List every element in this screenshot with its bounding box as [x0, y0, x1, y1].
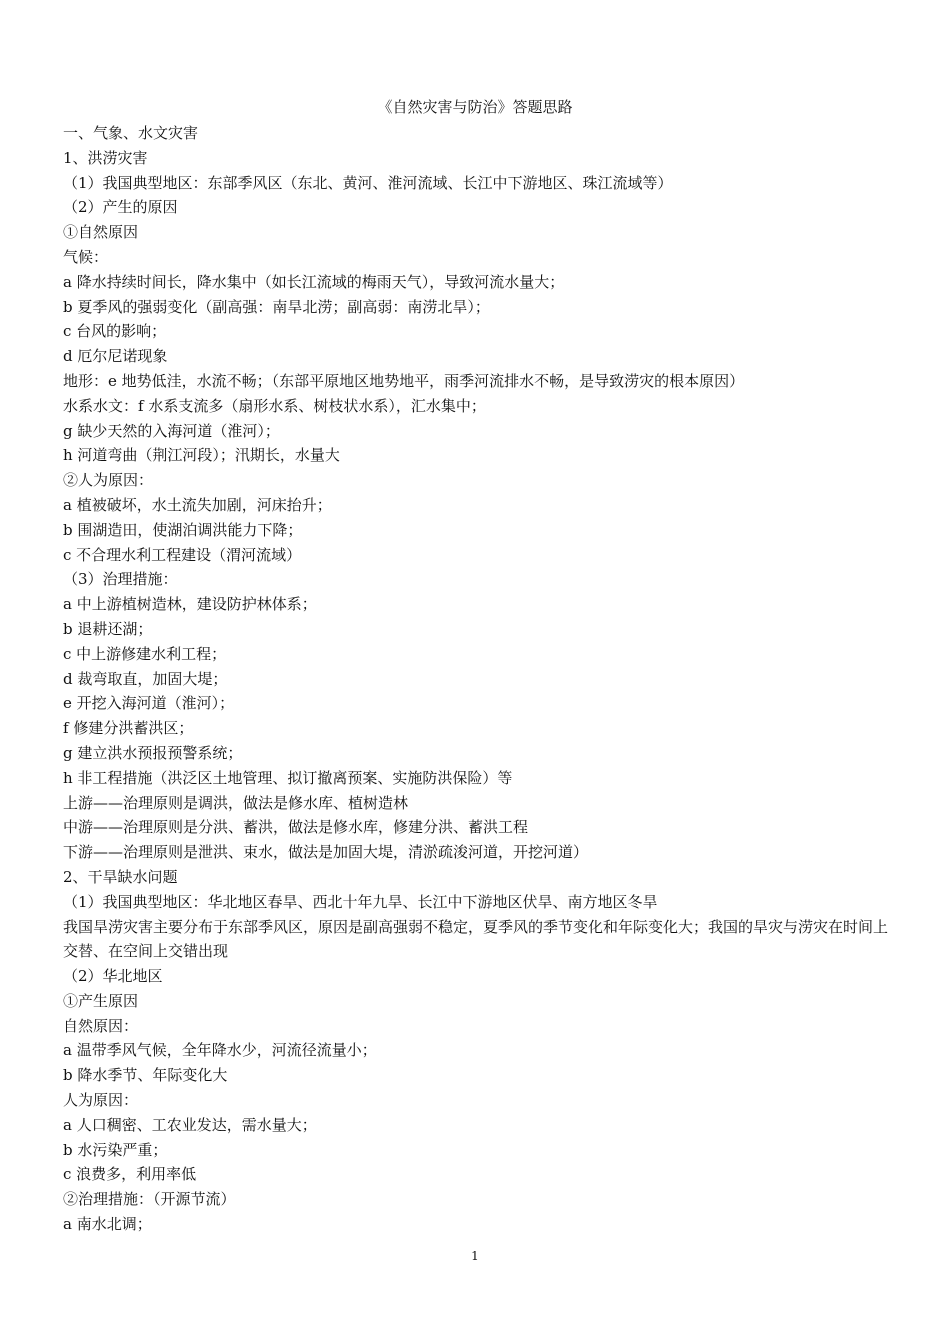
text-line: 气候：	[63, 247, 109, 266]
text-line: h 非工程措施（洪泛区土地管理、拟订撤离预案、实施防洪保险）等	[63, 768, 513, 787]
subsection-heading-flood: 1、洪涝灾害	[63, 148, 148, 167]
text-line: b 降水季节、年际变化大	[63, 1066, 228, 1085]
text-line: 上游——治理原则是调洪，做法是修水库、植树造林	[63, 793, 409, 812]
text-line: ①自然原因	[63, 223, 139, 242]
document-title: 《自然灾害与防治》答题思路	[377, 98, 573, 116]
text-line: a 植被破坏，水土流失加剧，河床抬升；	[63, 495, 332, 514]
text-line: b 水污染严重；	[63, 1140, 168, 1159]
section-heading-meteorological-hydrological: 一、气象、水文灾害	[63, 124, 199, 142]
text-line: b 围湖造田，使湖泊调洪能力下降；	[63, 520, 303, 539]
text-line: 地形：e 地势低洼，水流不畅；（东部平原地区地势地平，雨季河流排水不畅，是导致涝灾的根本原因）	[63, 371, 745, 390]
text-line: c 台风的影响；	[63, 322, 167, 341]
text-line: a 中上游植树造林，建设防护林体系；	[63, 595, 317, 614]
text-line: c 不合理水利工程建设（渭河流域）	[63, 545, 302, 564]
text-line: ②人为原因：	[63, 471, 154, 490]
text-line: 水系水文：f 水系支流多（扇形水系、树枝状水系），汇水集中；	[63, 396, 486, 415]
text-line: 自然原因：	[63, 1016, 139, 1035]
text-line: d 厄尔尼诺现象	[63, 347, 168, 366]
text-line: f 修建分洪蓄洪区；	[63, 719, 194, 738]
text-line: ①产生原因	[63, 991, 139, 1010]
text-line: 下游——治理原则是泄洪、束水，做法是加固大堤，清淤疏浚河道，开挖河道）	[63, 843, 589, 862]
text-line: a 人口稠密、工农业发达，需水量大；	[63, 1115, 317, 1134]
text-line: （3）治理措施：	[63, 570, 178, 589]
page-number: 1	[471, 1249, 479, 1263]
text-line: c 浪费多，利用率低	[63, 1165, 197, 1184]
text-line: b 退耕还湖；	[63, 619, 153, 638]
text-line: 人为原因：	[63, 1091, 139, 1110]
text-line: g 缺少天然的入海河道（淮河）；	[63, 421, 280, 440]
text-line: c 中上游修建水利工程；	[63, 644, 227, 663]
text-line: （2）华北地区	[63, 967, 163, 986]
text-line: （1）我国典型地区：东部季风区（东北、黄河、淮河流域、长江中下游地区、珠江流域等）	[63, 173, 673, 192]
text-line: a 温带季风气候，全年降水少，河流径流量小；	[63, 1041, 377, 1060]
text-line: h 河道弯曲（荆江河段）；汛期长，水量大	[63, 446, 340, 465]
text-line: 中游——治理原则是分洪、蓄洪，做法是修水库，修建分洪、蓄洪工程	[63, 818, 529, 837]
text-line: ②治理措施：（开源节流）	[63, 1190, 236, 1209]
document-body	[63, 121, 893, 1237]
text-paragraph: 我国旱涝灾害主要分布于东部季风区，原因是副高强弱不稳定，夏季风的季节变化和年际变化大；我国的旱灾与涝灾在时间上交替、在空间上交错出现	[63, 917, 889, 961]
text-line: d 裁弯取直，加固大堤；	[63, 669, 228, 688]
subsection-heading-drought: 2、干旱缺水问题	[63, 867, 178, 886]
text-line: a 南水北调；	[63, 1215, 152, 1234]
text-line: （2）产生的原因	[63, 198, 178, 217]
text-line: e 开挖入海河道（淮河）；	[63, 694, 235, 713]
text-line: g 建立洪水预报预警系统；	[63, 743, 243, 762]
text-line: （1）我国典型地区：华北地区春旱、西北十年九旱、长江中下游地区伏旱、南方地区冬旱	[63, 892, 658, 911]
text-line: a 降水持续时间长，降水集中（如长江流域的梅雨天气），导致河流水量大；	[63, 272, 565, 291]
text-line: b 夏季风的强弱变化（副高强：南旱北涝；副高弱：南涝北旱）；	[63, 297, 490, 316]
